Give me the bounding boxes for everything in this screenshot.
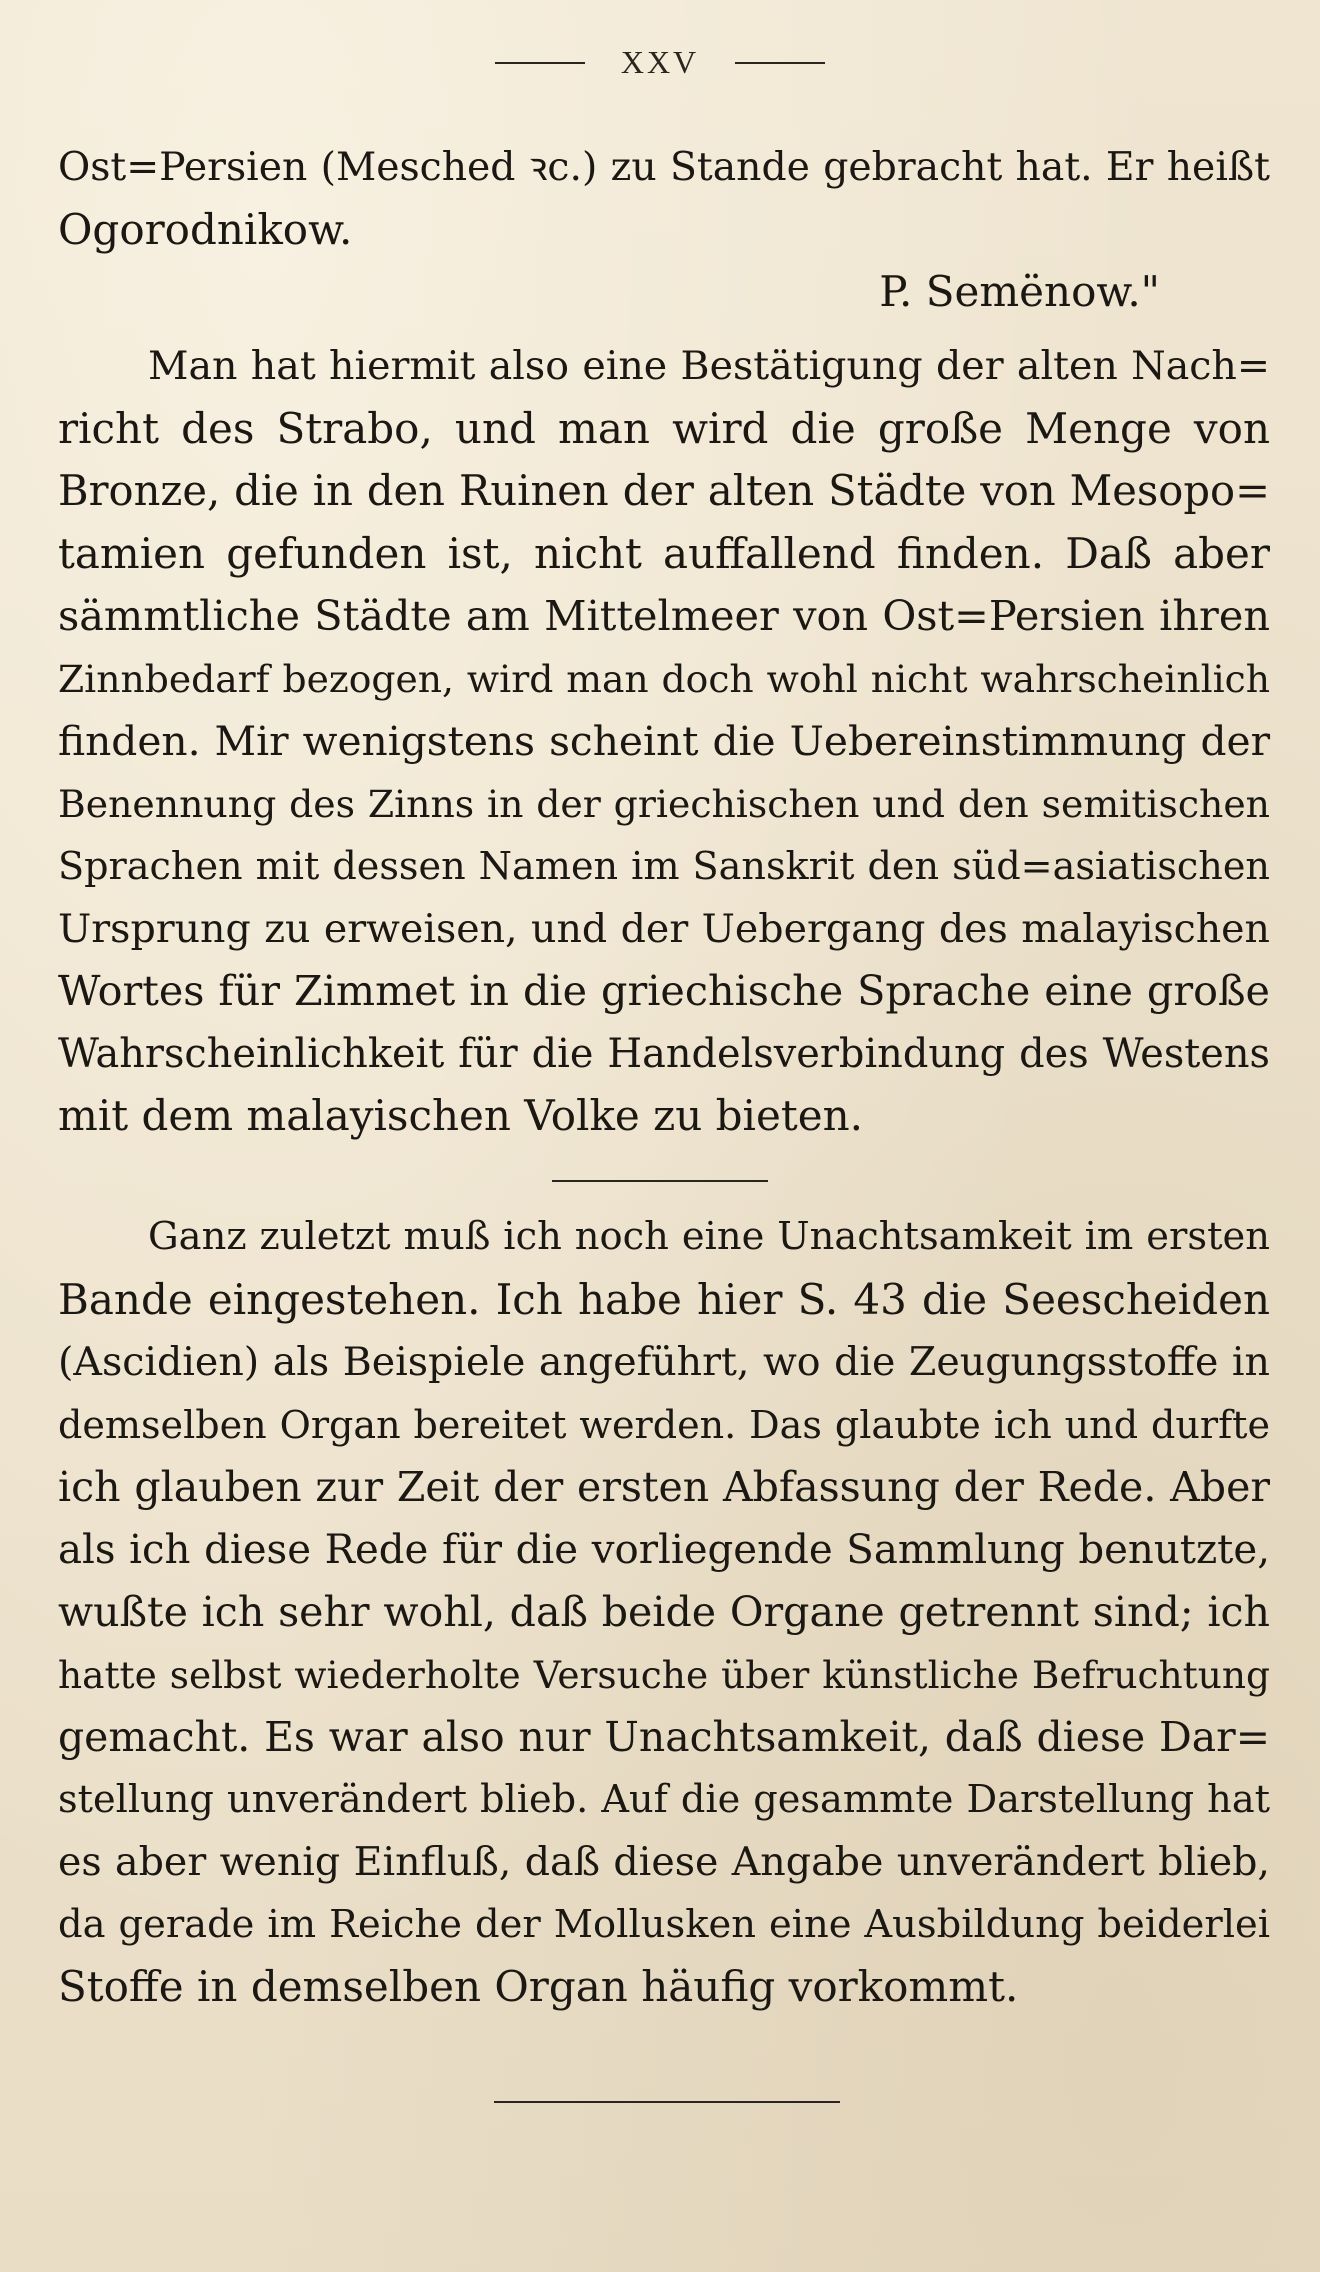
text-line: sämmtliche Städte am Mittelmeer von Ost=Persien ihren bbox=[58, 592, 1270, 640]
letter-signature: P. Semënow." bbox=[879, 267, 1160, 316]
text-line: (Ascidien) als Beispiele angeführt, wo die Zeugungsstoffe in bbox=[58, 1339, 1270, 1385]
end-rule bbox=[494, 2101, 840, 2103]
text-line: Bronze, die in den Ruinen der alten Städte von Mesopo= bbox=[58, 466, 1270, 515]
text-line: Man hat hiermit also eine Bestätigung der alten Nach= bbox=[148, 343, 1270, 389]
header-rule-left bbox=[495, 62, 585, 64]
text-line: Ursprung zu erweisen, und der Uebergang des malayischen bbox=[58, 905, 1270, 952]
text-line: Ganz zuletzt muß ich noch eine Unachtsamkeit im ersten bbox=[148, 1214, 1270, 1259]
text-line: Wortes für Zimmet in die griechische Sprache eine große bbox=[58, 967, 1270, 1015]
text-line: finden. Mir wenigstens scheint die Uebereinstimmung der bbox=[58, 717, 1270, 765]
text-line: Wahrscheinlichkeit für die Handelsverbindung des Westens bbox=[58, 1030, 1270, 1077]
header-rule-right bbox=[735, 62, 825, 64]
text-line: Stoffe in demselben Organ häufig vorkommt. bbox=[58, 1962, 1019, 2011]
text-line: hatte selbst wiederholte Versuche über künstliche Befruchtung bbox=[58, 1652, 1270, 1697]
text-line: als ich diese Rede für die vorliegende Sammlung benutzte, bbox=[58, 1526, 1270, 1573]
text-line: tamien gefunden ist, nicht auffallend finden. Daß aber bbox=[58, 528, 1270, 578]
text-line: Sprachen mit dessen Namen im Sanskrit den süd=asiatischen bbox=[58, 844, 1270, 888]
page-number: XXV bbox=[620, 44, 700, 80]
text-line: ich glauben zur Zeit der ersten Abfassung der Rede. Aber bbox=[58, 1463, 1270, 1511]
text-line: demselben Organ bereitet werden. Das glaubte ich und durfte bbox=[58, 1402, 1270, 1447]
text-line: wußte ich sehr wohl, daß beide Organe getrennt sind; ich bbox=[58, 1588, 1270, 1636]
text-line: stellung unverändert blieb. Auf die gesammte Darstellung hat bbox=[58, 1776, 1270, 1822]
page-header bbox=[0, 44, 1320, 81]
text-line: Ogorodnikow. bbox=[58, 204, 353, 254]
text-line: mit dem malayischen Volke zu bieten. bbox=[58, 1091, 863, 1140]
text-line: da gerade im Reiche der Mollusken eine Ausbildung beiderlei bbox=[58, 1901, 1270, 1947]
paragraph-correction bbox=[58, 1206, 1270, 2019]
text-line: Ost=Persien (Mesched ꝛc.) zu Stande gebracht hat. Er heißt bbox=[58, 144, 1270, 190]
text-line: Benennung des Zinns in der griechischen und den semitischen bbox=[58, 781, 1270, 826]
letter-ending bbox=[58, 136, 1270, 324]
section-divider bbox=[552, 1180, 768, 1182]
text-line: Bande eingestehen. Ich habe hier S. 43 die Seescheiden bbox=[58, 1274, 1270, 1324]
text-line: Zinnbedarf bezogen, wird man doch wohl nicht wahrscheinlich bbox=[58, 656, 1270, 701]
text-line: gemacht. Es war also nur Unachtsamkeit, daß diese Dar= bbox=[58, 1713, 1270, 1761]
text-line: es aber wenig Einfluß, daß diese Angabe unverändert blieb, bbox=[58, 1839, 1270, 1885]
text-line: richt des Strabo, und man wird die große Menge von bbox=[58, 403, 1270, 453]
paragraph-strabo bbox=[58, 335, 1270, 1148]
